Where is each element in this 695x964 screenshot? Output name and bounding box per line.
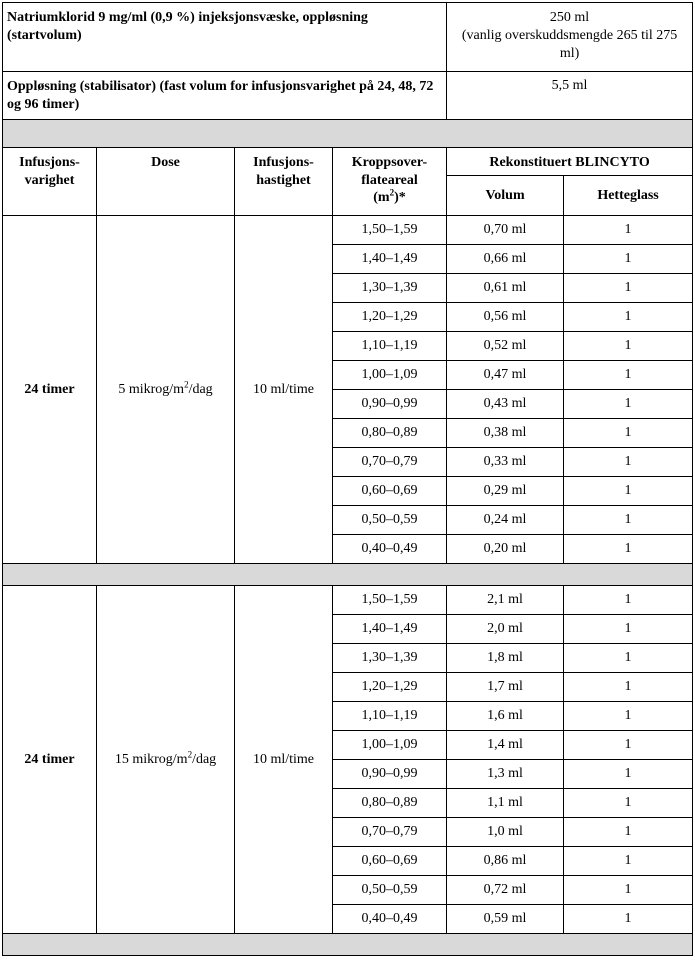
vials-cell: 1 [564,702,693,731]
vials-cell: 1 [564,586,693,615]
vials-cell: 1 [564,303,693,332]
vials-cell: 1 [564,477,693,506]
volume-cell: 0,47 ml [447,361,564,390]
vials-cell: 1 [564,506,693,535]
bsa-cell: 1,10–1,19 [333,702,447,731]
vials-cell: 1 [564,615,693,644]
header-rate: Infusjons-hastighet [235,148,333,216]
dose-cell: 15 mikrog/$m^2$/dag [97,586,235,934]
bsa-cell: 1,30–1,39 [333,274,447,303]
bsa-cell: 1,00–1,09 [333,361,447,390]
vials-cell: 1 [564,789,693,818]
table-row [3,586,693,615]
header-bsa-unit: $(m^2)*$ [373,187,406,205]
table-row [3,216,693,245]
bsa-cell: 0,80–0,89 [333,789,447,818]
vials-cell: 1 [564,419,693,448]
vials-cell: 1 [564,731,693,760]
volume-cell: 1,7 ml [447,673,564,702]
bsa-cell: 1,20–1,29 [333,673,447,702]
vials-cell: 1 [564,673,693,702]
volume-cell: 0,61 ml [447,274,564,303]
bsa-cell: 1,10–1,19 [333,332,447,361]
stabilizer-label: Oppløsning (stabilisator) (fast volum for infusjonsvarighet på 24, 48, 72 og 96 timer) [3,72,447,120]
bsa-cell: 0,60–0,69 [333,477,447,506]
header-bsa [333,148,447,216]
vials-cell: 1 [564,644,693,673]
bsa-cell: 0,40–0,49 [333,535,447,564]
volume-cell: 0,43 ml [447,390,564,419]
vials-cell: 1 [564,760,693,789]
volume-cell: 1,0 ml [447,818,564,847]
header-row [3,148,693,176]
volume-cell: 0,86 ml [447,847,564,876]
rate-cell: 10 ml/time [235,586,333,934]
startvolume-value [447,3,693,72]
volume-cell: 1,3 ml [447,760,564,789]
volume-cell: 0,38 ml [447,419,564,448]
volume-cell: 1,8 ml [447,644,564,673]
duration-cell: 24 timer [3,586,97,934]
vials-cell: 1 [564,274,693,303]
vials-cell: 1 [564,876,693,905]
bsa-cell: 1,30–1,39 [333,644,447,673]
vials-cell: 1 [564,245,693,274]
volume-cell: 0,20 ml [447,535,564,564]
vials-cell: 1 [564,847,693,876]
vials-cell: 1 [564,361,693,390]
dosing-table [2,2,693,956]
bsa-cell: 1,50–1,59 [333,586,447,615]
separator-row [3,120,693,148]
separator-row [3,934,693,956]
volume-cell: 0,33 ml [447,448,564,477]
rate-cell: 10 ml/time [235,216,333,564]
volume-cell: 0,52 ml [447,332,564,361]
bsa-cell: 0,90–0,99 [333,390,447,419]
volume-cell: 0,72 ml [447,876,564,905]
startvolume-value-main: 250 ml [549,10,590,25]
startvolume-row [3,3,693,72]
stabilizer-row [3,72,693,120]
volume-cell: 0,70 ml [447,216,564,245]
bsa-cell: 1,50–1,59 [333,216,447,245]
vials-cell: 1 [564,818,693,847]
header-dose: Dose [97,148,235,216]
startvolume-label: Natriumklorid 9 mg/ml (0,9 %) injeksjonsvæske, oppløsning (startvolum) [3,3,447,72]
duration-cell: 24 timer [3,216,97,564]
stabilizer-value: 5,5 ml [447,72,693,120]
volume-cell: 2,1 ml [447,586,564,615]
bsa-cell: 0,50–0,59 [333,876,447,905]
bsa-cell: 0,70–0,79 [333,818,447,847]
volume-cell: 2,0 ml [447,615,564,644]
volume-cell: 0,29 ml [447,477,564,506]
header-reconstituted: Rekonstituert BLINCYTO [447,148,693,176]
vials-cell: 1 [564,390,693,419]
bsa-cell: 1,40–1,49 [333,245,447,274]
volume-cell: 1,6 ml [447,702,564,731]
header-duration: Infusjons-varighet [3,148,97,216]
vials-cell: 1 [564,448,693,477]
volume-cell: 0,59 ml [447,905,564,934]
bsa-cell: 0,90–0,99 [333,760,447,789]
dose-cell: 5 mikrog/$m^2$/dag [97,216,235,564]
bsa-cell: 0,60–0,69 [333,847,447,876]
header-volume: Volum [447,176,564,216]
bsa-cell: 0,70–0,79 [333,448,447,477]
bsa-cell: 0,40–0,49 [333,905,447,934]
header-vials: Hetteglass [564,176,693,216]
vials-cell: 1 [564,332,693,361]
vials-cell: 1 [564,535,693,564]
separator-row [3,564,693,586]
bsa-cell: 0,80–0,89 [333,419,447,448]
volume-cell: 0,56 ml [447,303,564,332]
volume-cell: 1,4 ml [447,731,564,760]
volume-cell: 1,1 ml [447,789,564,818]
bsa-cell: 1,00–1,09 [333,731,447,760]
header-bsa-label: Kroppsover-flateareal [351,155,428,188]
volume-cell: 0,24 ml [447,506,564,535]
volume-cell: 0,66 ml [447,245,564,274]
bsa-cell: 0,50–0,59 [333,506,447,535]
vials-cell: 1 [564,216,693,245]
bsa-cell: 1,40–1,49 [333,615,447,644]
vials-cell: 1 [564,905,693,934]
bsa-cell: 1,20–1,29 [333,303,447,332]
startvolume-value-note: (vanlig overskuddsmengde 265 til 275 ml) [461,28,678,62]
